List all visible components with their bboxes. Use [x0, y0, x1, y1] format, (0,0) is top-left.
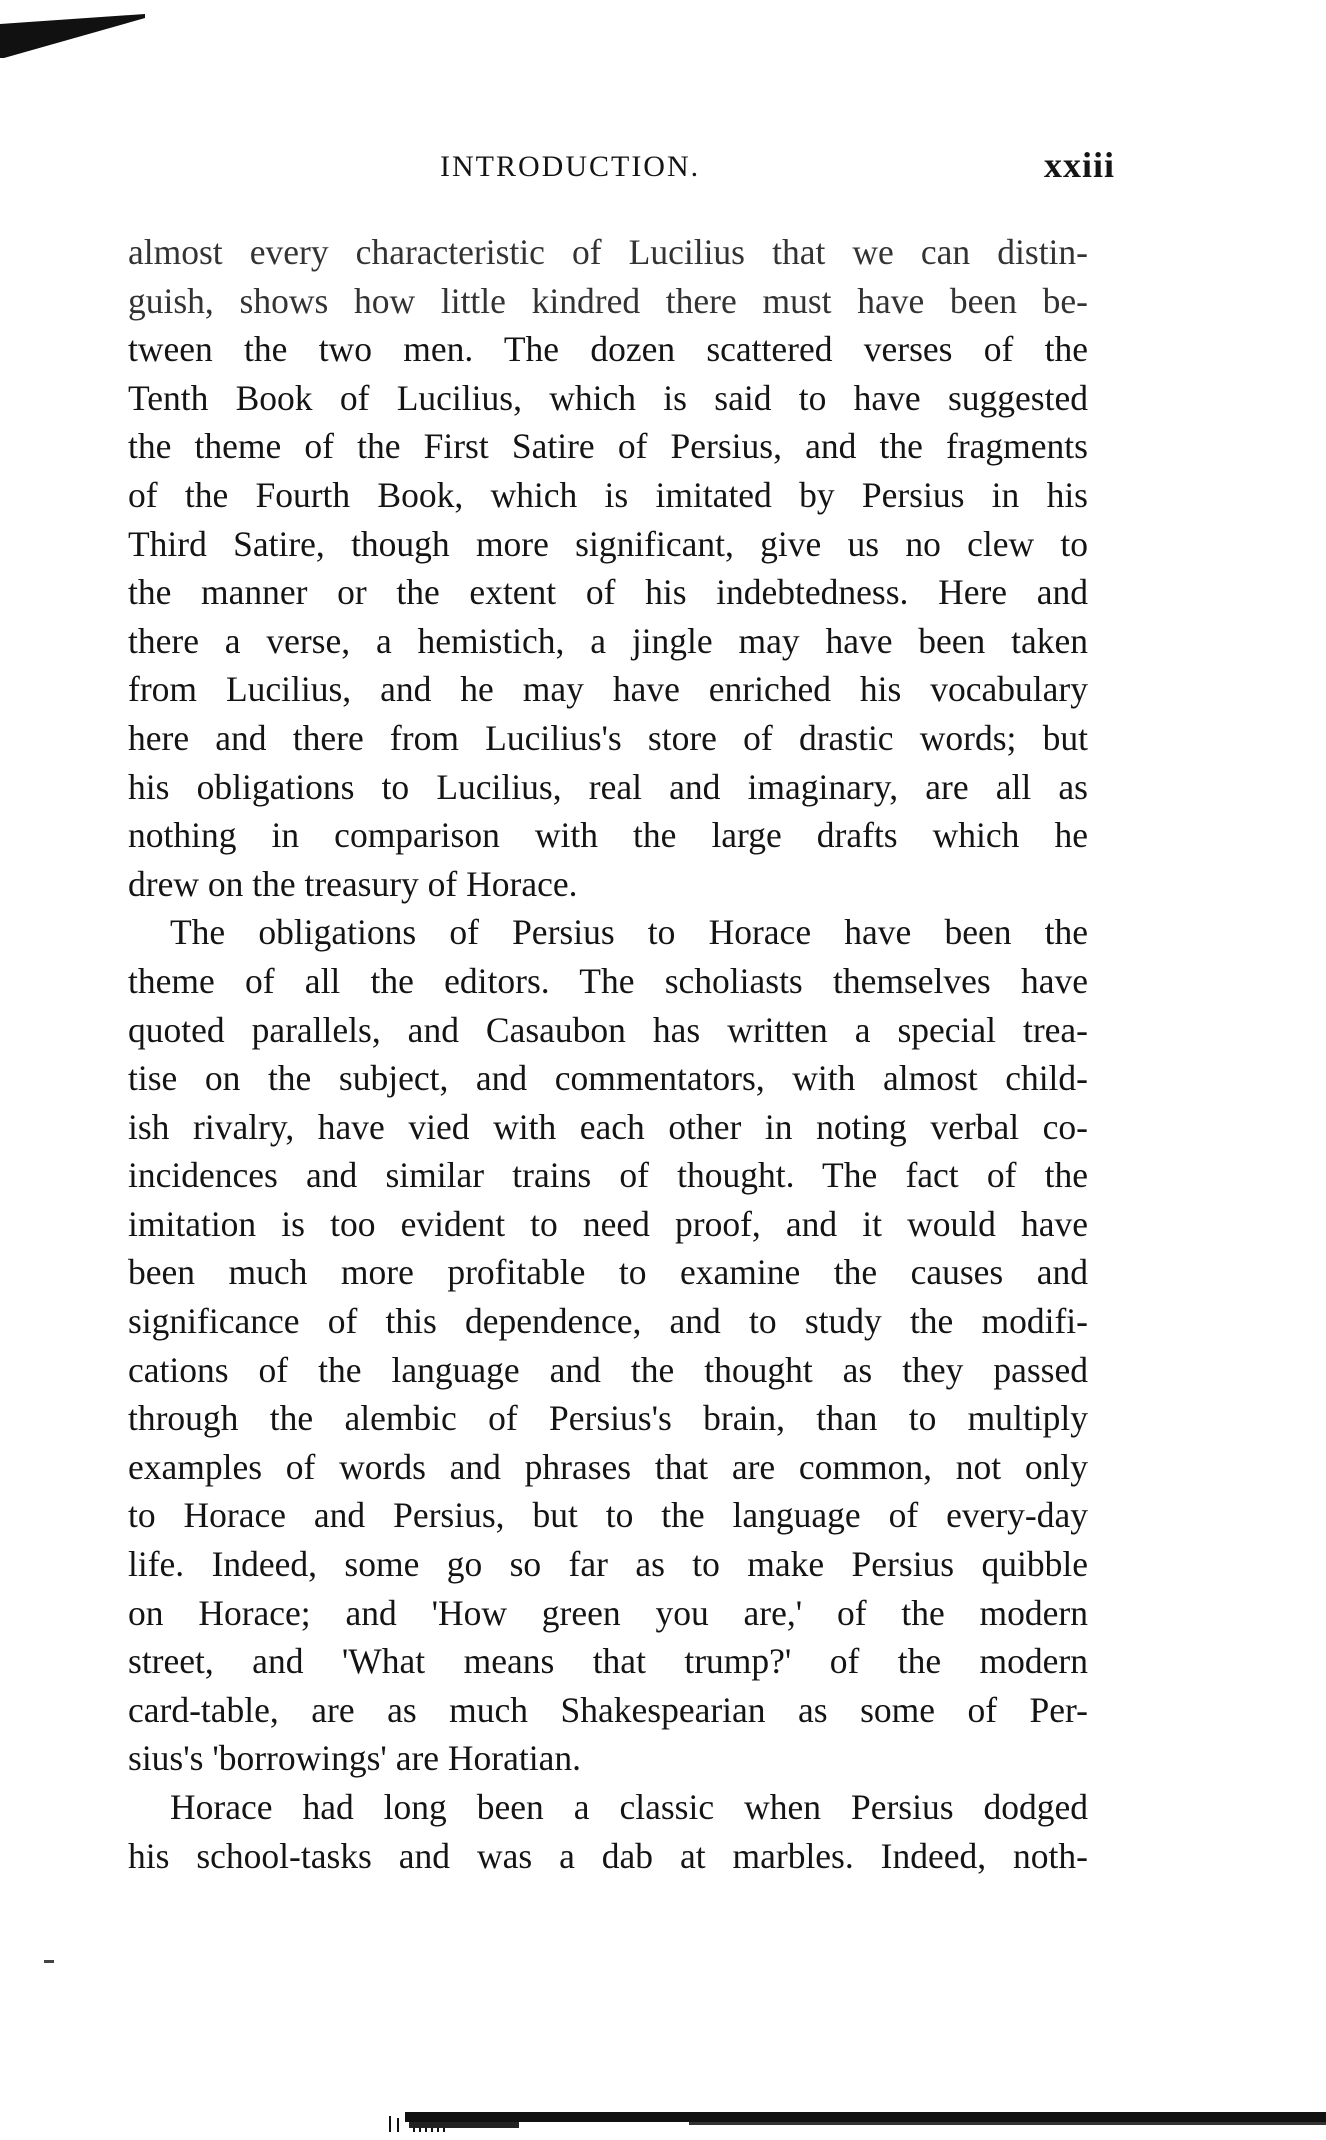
- text-line: tween the two men. The dozen scattered verses of the: [128, 329, 1088, 370]
- text-line: from Lucilius, and he may have enriched his vocabulary: [128, 669, 1088, 710]
- text-line: The obligations of Persius to Horace have been the: [170, 912, 1088, 953]
- text-line: tise on the subject, and commentators, with almost child-: [128, 1058, 1088, 1099]
- text-line: Horace had long been a classic when Persius dodged: [170, 1787, 1088, 1827]
- page-number: xxiii: [1044, 145, 1116, 185]
- text-line: sius's 'borrowings' are Horatian.: [128, 1738, 581, 1779]
- text-line: through the alembic of Persius's brain, than to multiply: [128, 1398, 1088, 1439]
- text-line: here and there from Lucilius's store of drastic words; but: [128, 717, 1088, 758]
- text-line: theme of all the editors. The scholiasts themselves have: [128, 960, 1088, 1001]
- text-line: street, and 'What means that trump?' of the modern: [128, 1641, 1088, 1682]
- bottom-scan-edge-bar: [389, 2112, 1326, 2132]
- text-line: there a verse, a hemistich, a jingle may have been taken: [128, 620, 1088, 661]
- text-line: Tenth Book of Lucilius, which is said to have suggested: [128, 377, 1088, 418]
- text-line: nothing in comparison with the large drafts which he: [128, 815, 1088, 856]
- text-line: examples of words and phrases that are common, not only: [128, 1446, 1088, 1487]
- text-line: almost every characteristic of Lucilius that we can distin-: [128, 232, 1088, 272]
- paragraph-1: [128, 228, 1088, 908]
- text-line: imitation is too evident to need proof, and it would have: [128, 1203, 1088, 1244]
- text-line: guish, shows how little kindred there must have been be-: [128, 280, 1088, 321]
- text-line: his obligations to Lucilius, real and imaginary, are all as: [128, 766, 1088, 807]
- corner-wedge-mark: [0, 14, 145, 58]
- text-line: life. Indeed, some go so far as to make Persius quibble: [128, 1544, 1088, 1585]
- text-line: quoted parallels, and Casaubon has written a special trea-: [128, 1009, 1088, 1050]
- body-text: [128, 228, 1088, 1880]
- text-line: incidences and similar trains of thought. The fact of the: [128, 1155, 1088, 1196]
- text-line: of the Fourth Book, which is imitated by Persius in his: [128, 474, 1088, 515]
- text-line: cations of the language and the thought as they passed: [128, 1349, 1088, 1390]
- paragraph-3: [128, 1783, 1088, 1880]
- text-line: been much more profitable to examine the causes and: [128, 1252, 1088, 1293]
- text-line: card-table, are as much Shakespearian as some of Per-: [128, 1689, 1088, 1730]
- text-line: the manner or the extent of his indebtedness. Here and: [128, 572, 1088, 613]
- text-line: significance of this dependence, and to study the modifi-: [128, 1301, 1088, 1342]
- paragraph-2: [128, 908, 1088, 1783]
- text-line: his school-tasks and was a dab at marbles. Indeed, noth-: [128, 1835, 1088, 1876]
- text-line: to Horace and Persius, but to the language of every-day: [128, 1495, 1088, 1536]
- running-head: INTRODUCTION.: [440, 150, 701, 183]
- text-line: Third Satire, though more significant, give us no clew to: [128, 523, 1088, 564]
- text-line: the theme of the First Satire of Persius, and the fragments: [128, 426, 1088, 467]
- text-line: ish rivalry, have vied with each other in noting verbal co-: [128, 1106, 1088, 1147]
- margin-tick-mark: [44, 1960, 54, 1963]
- text-line: drew on the treasury of Horace.: [128, 863, 578, 904]
- text-line: on Horace; and 'How green you are,' of the modern: [128, 1592, 1088, 1633]
